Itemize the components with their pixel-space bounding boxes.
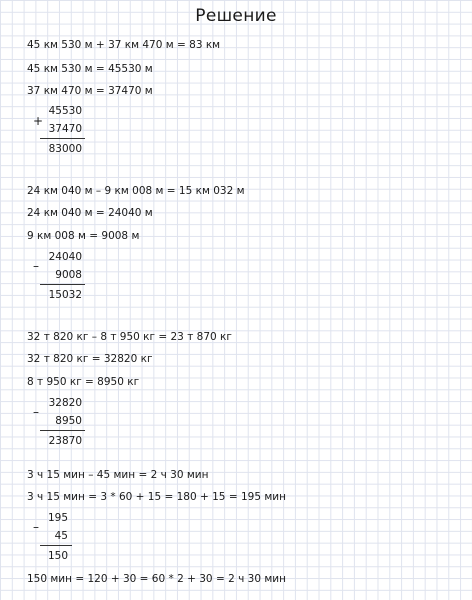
operand: 8950	[55, 415, 82, 427]
conversion: 9 км 008 м = 9008 м	[27, 230, 140, 242]
page-title: Решение	[195, 6, 277, 26]
conversion: 24 км 040 м = 24040 м	[27, 207, 153, 219]
equation: 45 км 530 м + 37 км 470 м = 83 км	[27, 39, 221, 51]
operand: 24040	[48, 251, 82, 263]
operand: 9008	[55, 269, 82, 281]
equation: 3 ч 15 мин – 45 мин = 2 ч 30 мин	[27, 469, 209, 481]
result: 23870	[48, 435, 82, 447]
operation-sign: –	[33, 405, 39, 419]
equation: 24 км 040 м – 9 км 008 м = 15 км 032 м	[27, 185, 245, 197]
conversion: 32 т 820 кг = 32820 кг	[27, 353, 153, 365]
operand: 32820	[48, 397, 82, 409]
conversion: 45 км 530 м = 45530 м	[27, 63, 153, 75]
conversion: 8 т 950 кг = 8950 кг	[27, 376, 140, 388]
conversion: 3 ч 15 мин = 3 * 60 + 15 = 180 + 15 = 195 мин	[27, 491, 286, 503]
column-bar	[40, 138, 85, 139]
operand: 37470	[48, 123, 82, 135]
equation: 32 т 820 кг – 8 т 950 кг = 23 т 870 кг	[27, 331, 232, 343]
operation-sign: –	[33, 259, 39, 273]
column-bar	[40, 545, 72, 546]
result: 150	[47, 550, 68, 562]
column-bar	[40, 430, 85, 431]
operand: 195	[47, 512, 68, 524]
operand: 45530	[48, 105, 82, 117]
operation-sign: –	[33, 520, 39, 534]
operand: 45	[54, 530, 68, 542]
column-bar	[40, 284, 85, 285]
final-conversion: 150 мин = 120 + 30 = 60 * 2 + 30 = 2 ч 30 мин	[27, 573, 286, 585]
conversion: 37 км 470 м = 37470 м	[27, 85, 153, 97]
result: 83000	[48, 143, 82, 155]
result: 15032	[48, 289, 82, 301]
operation-sign: +	[33, 114, 44, 128]
